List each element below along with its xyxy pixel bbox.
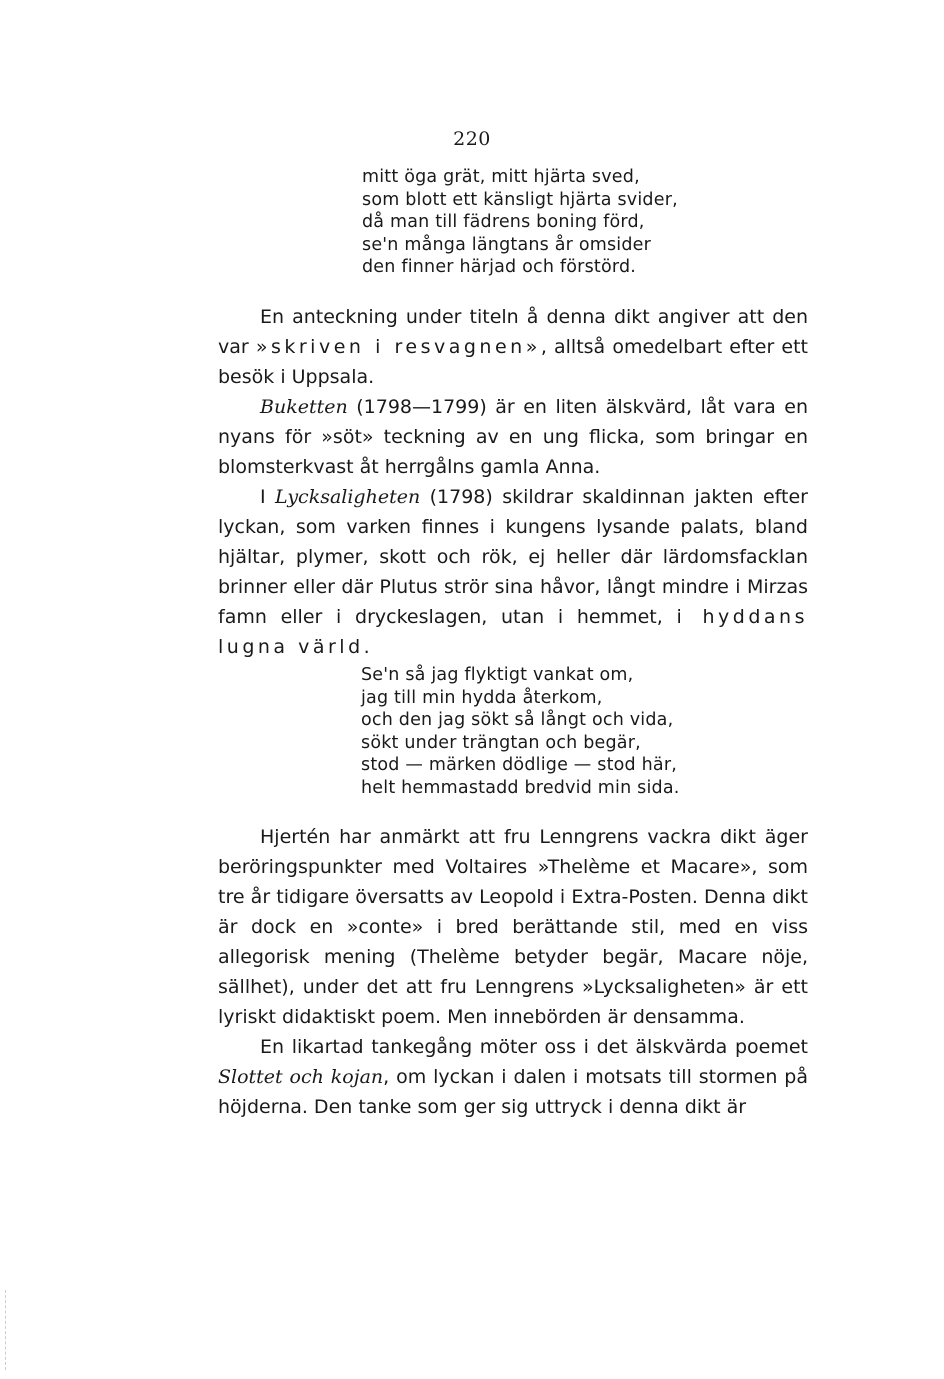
verse-line: den finner härjad och förstörd. <box>362 257 637 277</box>
paragraph-slottet <box>218 1032 808 1122</box>
verse-line: då man till fädrens boning förd, <box>362 212 645 232</box>
text-run: . <box>363 636 370 658</box>
verse-line: Se'n så jag flyktigt vankat om, <box>361 665 634 685</box>
paragraph-anteckning <box>218 302 808 392</box>
work-title: Buketten <box>260 396 348 418</box>
verse-line: som blott ett känsligt hjärta svider, <box>362 189 678 210</box>
scan-margin-mark <box>5 1290 8 1370</box>
work-title: Slottet och kojan <box>218 1066 384 1088</box>
paragraph-buketten <box>218 392 808 482</box>
prose-block-2 <box>218 822 808 1122</box>
page-number: 220 <box>453 128 491 150</box>
prose-block-1 <box>218 302 808 662</box>
text-run: I <box>260 486 276 508</box>
verse-line: mitt öga grät, mitt hjärta sved, <box>362 167 640 187</box>
work-title: Lycksaligheten <box>275 486 421 508</box>
text-run: (1798) skildrar skaldinnan jakten efter lyckan, som varken finnes i kungens lysande palats, bland hjältar, plymer, skott och rök, ej heller där lärdomsfacklan brinner eller där Plutus strör sina håvor, långt mindre i Mirzas famn eller i dryckeslagen, utan i hemmet, <box>218 486 808 628</box>
text-run: En anteckning under titeln å denna dikt angiver att den var <box>218 306 808 358</box>
verse-line: se'n många längtans år omsider <box>362 234 652 255</box>
verse-line: helt hemmastadd bredvid min sida. <box>361 777 680 798</box>
verse-line: och den jag sökt så långt och vida, <box>361 710 674 730</box>
paragraph-lycksaligheten <box>218 482 808 662</box>
text-run: (1798—1799) är en liten älskvärd, låt vara en nyans för »söt» teckning av en ung flicka, som bringar en blomsterkvast åt herrgålns gamla Anna. <box>218 396 808 478</box>
text-run: , alltså omedelbart efter ett besök i Uppsala. <box>218 336 809 388</box>
verse-line: jag till min hydda återkom, <box>361 687 603 708</box>
paragraph-hjerten: Hjertén har anmärkt att fru Lenngrens vackra dikt äger beröringspunkter med Voltaires »Thelème et Macare», som tre år tidigare översatts av Leopold i Extra-Posten. Denna dikt är dock en »conte» i bred berättande stil, med en viss allegorisk mening (Thelème betyder begär, Macare nöje, sällhet), under det att fru Lenngrens »Lycksaligheten» är ett lyriskt didaktiskt poem. Men innebörden är densamma. <box>218 826 808 1028</box>
text-run: En likartad tankegång möter oss i det älskvärda poemet <box>260 1036 808 1058</box>
text-run: , om lyckan i dalen i motsats till stormen på höjderna. Den tanke som ger sig uttryck i denna dikt är <box>218 1066 808 1118</box>
verse-quote-2 <box>361 664 680 799</box>
spaced-quote: »skriven i resvagnen» <box>255 336 541 358</box>
verse-line: stod — märken dödlige — stod här, <box>361 755 677 775</box>
verse-quote-1 <box>362 166 678 279</box>
spaced-quote: i hyddans lugna värld <box>218 606 808 658</box>
verse-line: sökt under trängtan och begär, <box>361 732 641 753</box>
